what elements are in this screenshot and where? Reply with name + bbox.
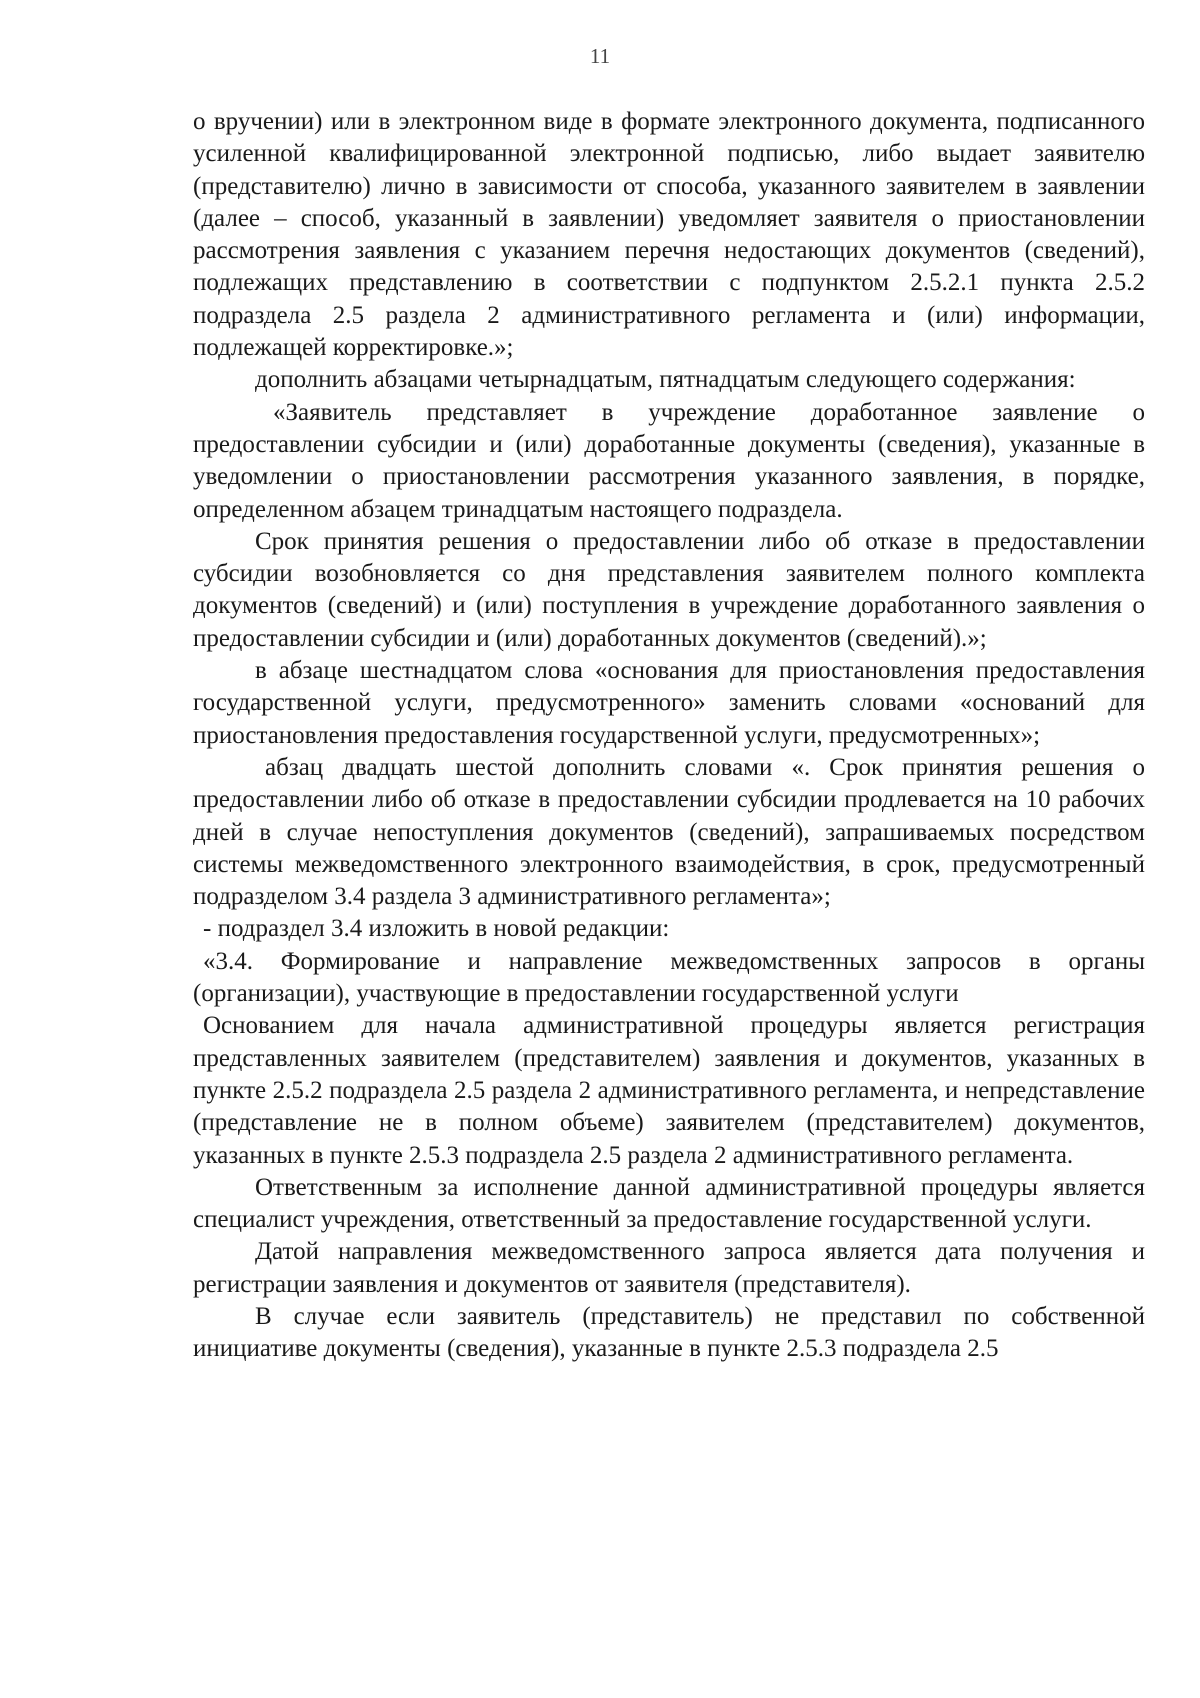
paragraph: о вручении) или в электронном виде в формате электронного документа, подписанного усиленной квалифицированной электронной подписью, либо выдает заявителю (представителю) лично в зависимости от способа, указанного заявителем в заявлении (далее – способ, указанный в заявлении) уведомляет заявителя о приостановлении рассмотрения заявления с указанием перечня недостающих документов (сведений), подлежащих представлению в соответствии с подпунктом 2.5.2.1 пункта 2.5.2 подраздела 2.5 раздела 2 административного регламента и (или) информации, подлежащей корректировке.»; — [193, 108, 1145, 362]
paragraph: - подраздел 3.4 изложить в новой редакции: — [203, 915, 670, 943]
document-body — [193, 106, 1145, 1366]
paragraph: Основанием для начала административной процедуры является регистрация представленных заявителем (представителем) заявления и документов, указанных в пункте 2.5.2 подраздела 2.5 раздела 2 административного регламента, и непредставление (представление не в полном объеме) заявителем (представителем) документов, указанных в пункте 2.5.3 подраздела 2.5 раздела 2 административного регламента. — [193, 1012, 1145, 1169]
paragraph: «Заявитель представляет в учреждение доработанное заявление о предоставлении субсидии и (или) доработанные документы (сведения), указанные в уведомлении о приостановлении рассмотрения указанного заявления, в порядке, определенном абзацем тринадцатым настоящего подраздела. — [193, 398, 1145, 523]
section-heading: «3.4. Формирование и направление межведомственных запросов в органы (организации), участвующие в предоставлении государственной услуги — [193, 947, 1145, 1008]
paragraph: дополнить абзацами четырнадцатым, пятнадцатым следующего содержания: — [255, 366, 1076, 394]
paragraph: абзац двадцать шестой дополнить словами «. Срок принятия решения о предоставлении либо об отказе в предоставлении субсидии продлевается на 10 рабочих дней в случае непоступления документов (сведений), запрашиваемых посредством системы межведомственного электронного взаимодействия, в срок, предусмотренный подразделом 3.4 раздела 3 административного регламента»; — [193, 753, 1145, 911]
paragraph: Датой направления межведомственного запроса является дата получения и регистрации заявления и документов от заявителя (представителя). — [193, 1238, 1145, 1298]
paragraph: в абзаце шестнадцатом слова «основания для приостановления предоставления государственной услуги, предусмотренного» заменить словами «оснований для приостановления предоставления государственной услуги, предусмотренных»; — [193, 657, 1145, 749]
page-number: 11 — [589, 44, 611, 68]
paragraph: Ответственным за исполнение данной административной процедуры является специалист учреждения, ответственный за предоставление государственной услуги. — [193, 1173, 1145, 1234]
paragraph: Срок принятия решения о предоставлении либо об отказе в предоставлении субсидии возобновляется со дня представления заявителем полного комплекта документов (сведений) и (или) поступления в учреждение доработанного заявления о предоставлении субсидии и (или) доработанных документов (сведений).»; — [193, 527, 1145, 652]
paragraph: В случае если заявитель (представитель) не представил по собственной инициативе документы (сведения), указанные в пункте 2.5.3 подраздела 2.5 — [193, 1302, 1145, 1363]
